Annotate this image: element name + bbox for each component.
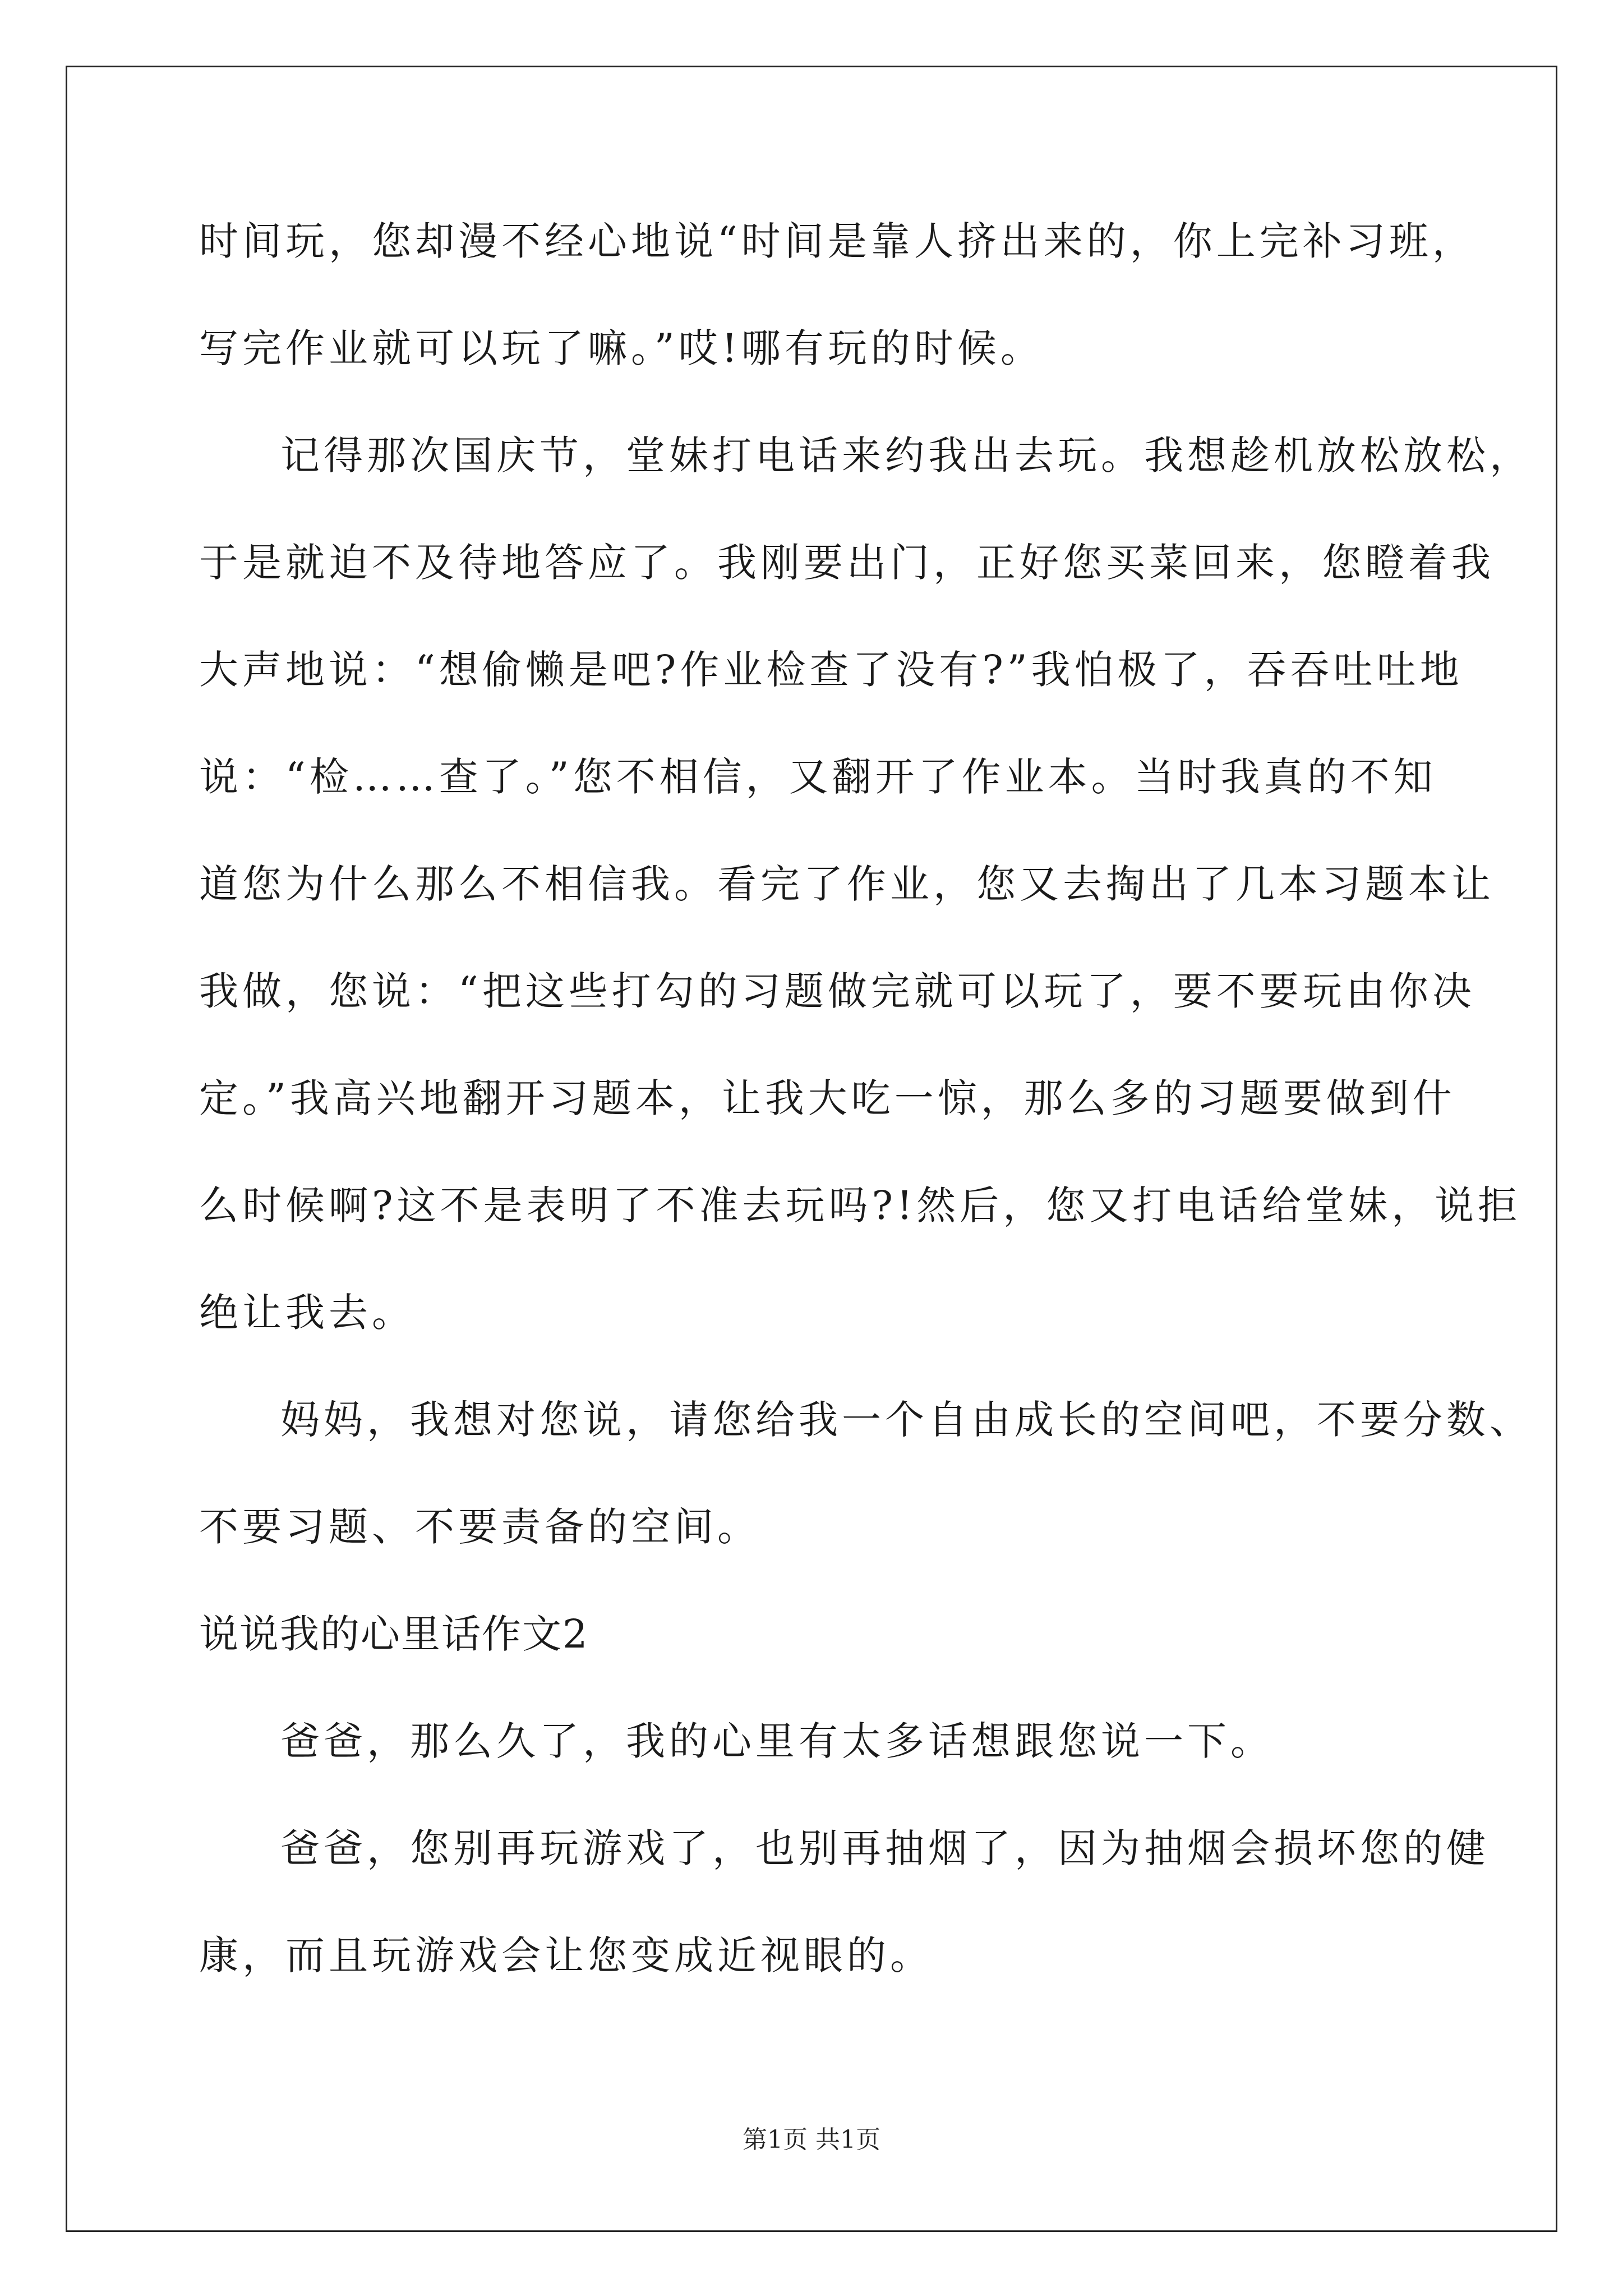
text-line: 不要习题、不要责备的空间。 bbox=[199, 1504, 760, 1550]
text-line: 于是就迫不及待地答应了。我刚要出门，正好您买菜回来，您瞪着我 bbox=[199, 540, 1495, 586]
text-line: 定。”我高兴地翻开习题本，让我大吃一惊，那么多的习题要做到什 bbox=[199, 1075, 1456, 1121]
text-line: 时间玩，您却漫不经心地说“时间是靠人挤出来的，你上完补习班， bbox=[199, 218, 1476, 264]
text-line: 康，而且玩游戏会让您变成近视眼的。 bbox=[199, 1932, 933, 1978]
text-line: 写完作业就可以玩了嘛。”哎!哪有玩的时候。 bbox=[199, 325, 1044, 371]
page-footer: 第1页 共1页 bbox=[743, 2125, 880, 2154]
text-line: 爸爸，那么久了，我的心里有太多话想跟您说一下。 bbox=[280, 1718, 1274, 1764]
page-border bbox=[66, 66, 1557, 2232]
text-line: 妈妈，我想对您说，请您给我一个自由成长的空间吧，不要分数、 bbox=[280, 1397, 1533, 1443]
text-line: 我做，您说：“把这些打勾的习题做完就可以玩了，要不要玩由你决 bbox=[199, 968, 1476, 1014]
text-line: 爸爸，您别再玩游戏了，也别再抽烟了，因为抽烟会损坏您的健 bbox=[280, 1825, 1490, 1871]
text-line: 大声地说：“想偷懒是吧?作业检查了没有?”我怕极了，吞吞吐吐地 bbox=[199, 647, 1463, 693]
text-line: 道您为什么那么不相信我。看完了作业，您又去掏出了几本习题本让 bbox=[199, 861, 1495, 907]
text-line: 记得那次国庆节，堂妹打电话来约我出去玩。我想趁机放松放松， bbox=[280, 432, 1533, 478]
text-line: 说：“检……查了。”您不相信，又翻开了作业本。当时我真的不知 bbox=[199, 754, 1437, 800]
text-line: 么时候啊?这不是表明了不准去玩吗?!然后，您又打电话给堂妹，说拒 bbox=[199, 1182, 1521, 1228]
text-line: 绝让我去。 bbox=[199, 1290, 415, 1336]
section-heading: 说说我的心里话作文2 bbox=[199, 1611, 589, 1657]
